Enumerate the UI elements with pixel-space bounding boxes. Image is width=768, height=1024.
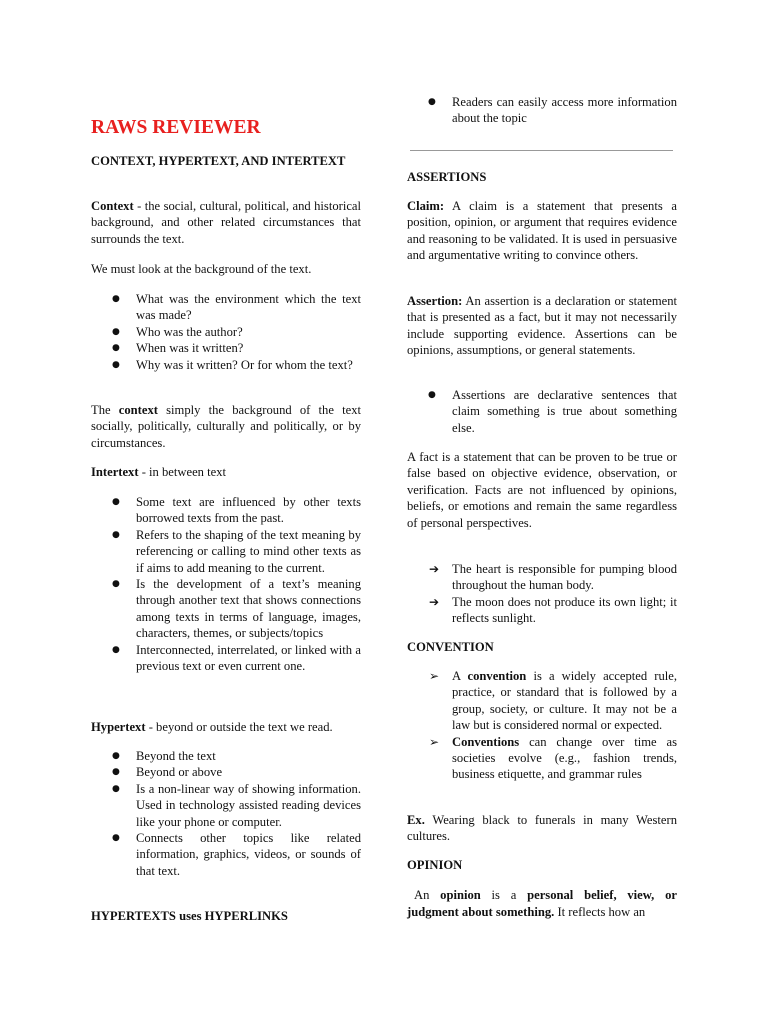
assertion-def: An assertion is a declaration or statement that is presented as a fact, but it may not necessarily include supporting evidence. Assertions can be opinions, assumptions, or general statements. — [407, 294, 677, 358]
context-summary — [91, 402, 361, 451]
example-text: Wearing black to funerals in many Western cultures. — [407, 813, 677, 844]
opinion-pre: An — [414, 888, 441, 902]
intertext-term: Intertext — [91, 465, 139, 479]
conv1-pre: A — [452, 669, 468, 683]
context-term: Context — [91, 199, 134, 213]
arrowhead-icon: ➢ — [429, 669, 440, 683]
list-item: ● Who was the author? — [91, 324, 361, 340]
summary-term: context — [118, 403, 158, 417]
intertext-def: - in between text — [138, 465, 226, 479]
fact-examples-list — [407, 561, 677, 627]
hypertext-points-list — [91, 748, 361, 879]
arrowhead-icon: ➢ — [429, 734, 440, 749]
opinion-heading: OPINION — [407, 858, 463, 872]
assertion-term: Assertion: — [407, 294, 463, 308]
heading-context-hypertext-intertext: CONTEXT, HYPERTEXT, AND INTERTEXT — [91, 154, 346, 168]
assertion-bullet-list — [407, 387, 677, 436]
list-item: ● What was the environment which the text was made? — [91, 291, 361, 324]
opinion-post: It reflects how an — [554, 905, 646, 919]
context-questions-list — [91, 291, 361, 373]
list-item: ● Why was it written? Or for whom the text? — [91, 357, 361, 373]
list-item: ● Beyond or above — [91, 764, 361, 780]
list-item: ● Is a non-linear way of showing information. Used in technology assisted reading devices like your phone or computer. — [91, 781, 361, 830]
list-item: ● When was it written? — [91, 340, 361, 356]
list-item: ● Readers can easily access more information about the topic — [407, 94, 677, 127]
context-definition — [91, 198, 361, 247]
column-divider — [410, 150, 673, 151]
fact-example-text: The moon does not produce its own light; it reflects sunlight. — [452, 594, 677, 626]
opinion-mid: is a — [480, 888, 528, 902]
hyperlinks-heading: HYPERTEXTS uses HYPERLINKS — [91, 909, 288, 923]
conv1-post: is a widely accepted rule, practice, or standard that is followed by a group, society, or culture. It may not be a law but is considered normal or expected. — [452, 669, 677, 733]
list-item: ● Interconnected, interrelated, or linked with a previous text or even current one. — [91, 642, 361, 675]
background-line: We must look at the background of the text. — [91, 262, 312, 276]
list-item: ● Connects other topics like related information, graphics, videos, or sounds of that text. — [91, 830, 361, 879]
conv2-post: can change over time as societies evolve (e.g., fashion trends, business etiquette, and grammar rules — [452, 734, 677, 782]
convention-list — [407, 668, 677, 783]
hypertext-definition — [91, 719, 361, 735]
document-title: RAWS REVIEWER — [91, 117, 261, 138]
list-item — [407, 734, 677, 783]
convention-example — [407, 812, 677, 845]
opinion-bold: personal belief, view, or judgment about something. — [407, 888, 677, 919]
conv2-term: Conventions — [452, 734, 520, 749]
list-item — [407, 594, 677, 627]
list-item — [407, 668, 677, 734]
fact-example-text: The heart is responsible for pumping blood throughout the human body. — [452, 562, 677, 593]
list-item: ● Is the development of a text’s meaning through another text that shows connections among texts in terms of language, images, characters, themes, or subjects/topics — [91, 576, 361, 642]
conv1-term: convention — [467, 669, 527, 683]
convention-heading: CONVENTION — [407, 640, 494, 654]
opinion-definition — [407, 887, 677, 921]
list-item: ● Some text are influenced by other texts borrowed texts from the past. — [91, 494, 361, 527]
top-bullet-list — [407, 94, 677, 127]
claim-term: Claim: — [407, 199, 445, 213]
list-item: ● Assertions are declarative sentences that claim something is true about something else. — [407, 387, 677, 436]
fact-paragraph: A fact is a statement that can be proven to be true or false based on objective evidence, observation, or verification. Facts are not influenced by opinions, beliefs, or emotions and remain the same regardless of personal perspectives. — [407, 450, 677, 530]
list-item: ● Beyond the text — [91, 748, 361, 764]
arrow-icon: ➔ — [429, 594, 440, 609]
list-item: ● Refers to the shaping of the text meaning by referencing or calling to mind other texts as if aims to add meaning to the current. — [91, 527, 361, 576]
assertion-definition — [407, 293, 677, 359]
example-term: Ex. — [407, 813, 425, 827]
claim-def: A claim is a statement that presents a position, opinion, or argument that requires evidence and reasoning to be validated. It is used in persuasive and argumentative writing to convince others. — [407, 199, 677, 263]
list-item — [407, 561, 677, 594]
assertions-heading: ASSERTIONS — [407, 170, 487, 184]
claim-definition — [407, 198, 677, 264]
intertext-points-list — [91, 494, 361, 674]
summary-post: simply the background of the text socially, politically, culturally and politically, or by circumstances. — [91, 403, 361, 450]
summary-pre: The — [91, 403, 119, 417]
opinion-term: opinion — [440, 888, 481, 902]
hypertext-term: Hypertext — [91, 720, 146, 734]
arrow-icon: ➔ — [429, 562, 440, 576]
context-definition-text: - the social, cultural, political, and historical background, and other related circumstances that surrounds the text. — [91, 199, 361, 246]
hypertext-def: - beyond or outside the text we read. — [145, 720, 333, 734]
intertext-definition — [91, 464, 361, 480]
